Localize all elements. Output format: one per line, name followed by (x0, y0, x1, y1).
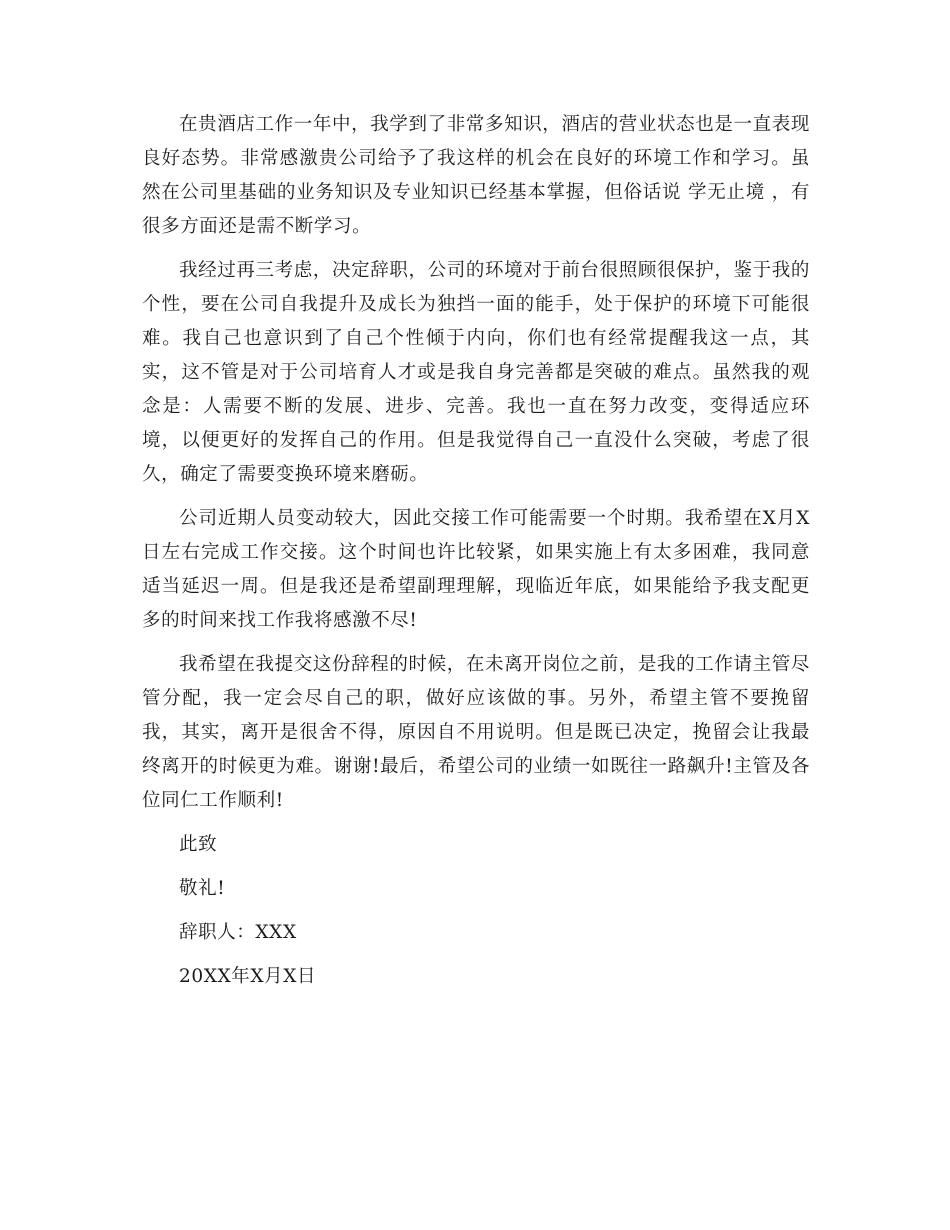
paragraph-4: 我希望在我提交这份辞程的时候，在未离开岗位之前，是我的工作请主管尽管分配，我一定会尽自己的职，做好应该做的事。另外，希望主管不要挽留我，其实，离开是很舍不得，原因自不用说明。但是既已决定，挽留会让我最终离开的时候更为难。谢谢!最后，希望公司的业绩一如既往一路飙升!主管及各位同仁工作顺利! (142, 654, 810, 811)
closing-salutation: 此致 (179, 834, 218, 855)
paragraph-3: 公司近期人员变动较大，因此交接工作可能需要一个时期。我希望在X月X日左右完成工作交接。这个时间也许比较紧，如果实施上有太多困难，我同意适当延迟一周。但是我还是希望副理理解，现临近年底，如果能给予我支配更多的时间来找工作我将感激不尽! (142, 508, 810, 631)
closing-regards: 敬礼! (179, 878, 226, 899)
paragraph-1: 在贵酒店工作一年中，我学到了非常多知识，酒店的营业状态也是一直表现良好态势。非常感激贵公司给予了我这样的机会在良好的环境工作和学习。虽然在公司里基础的业务知识及专业知识已经基本掌握，但俗话说 学无止境 ，有很多方面还是需不断学习。 (142, 114, 810, 237)
letter-date: 20XX年X月X日 (179, 966, 317, 987)
paragraph-2: 我经过再三考虑，决定辞职，公司的环境对于前台很照顾很保护，鉴于我的个性，要在公司自我提升及成长为独挡一面的能手，处于保护的环境下可能很难。我自己也意识到了自己个性倾于内向，你们也有经常提醒我这一点，其实，这不管是对于公司培育人才或是我自身完善都是突破的难点。虽然我的观念是：人需要不断的发展、进步、完善。我也一直在努力改变，变得适应环境，以便更好的发挥自己的作用。但是我觉得自己一直没什么突破，考虑了很久，确定了需要变换环境来磨砺。 (142, 260, 810, 485)
letter-body (142, 108, 810, 1004)
signer-line: 辞职人：XXX (179, 922, 297, 943)
